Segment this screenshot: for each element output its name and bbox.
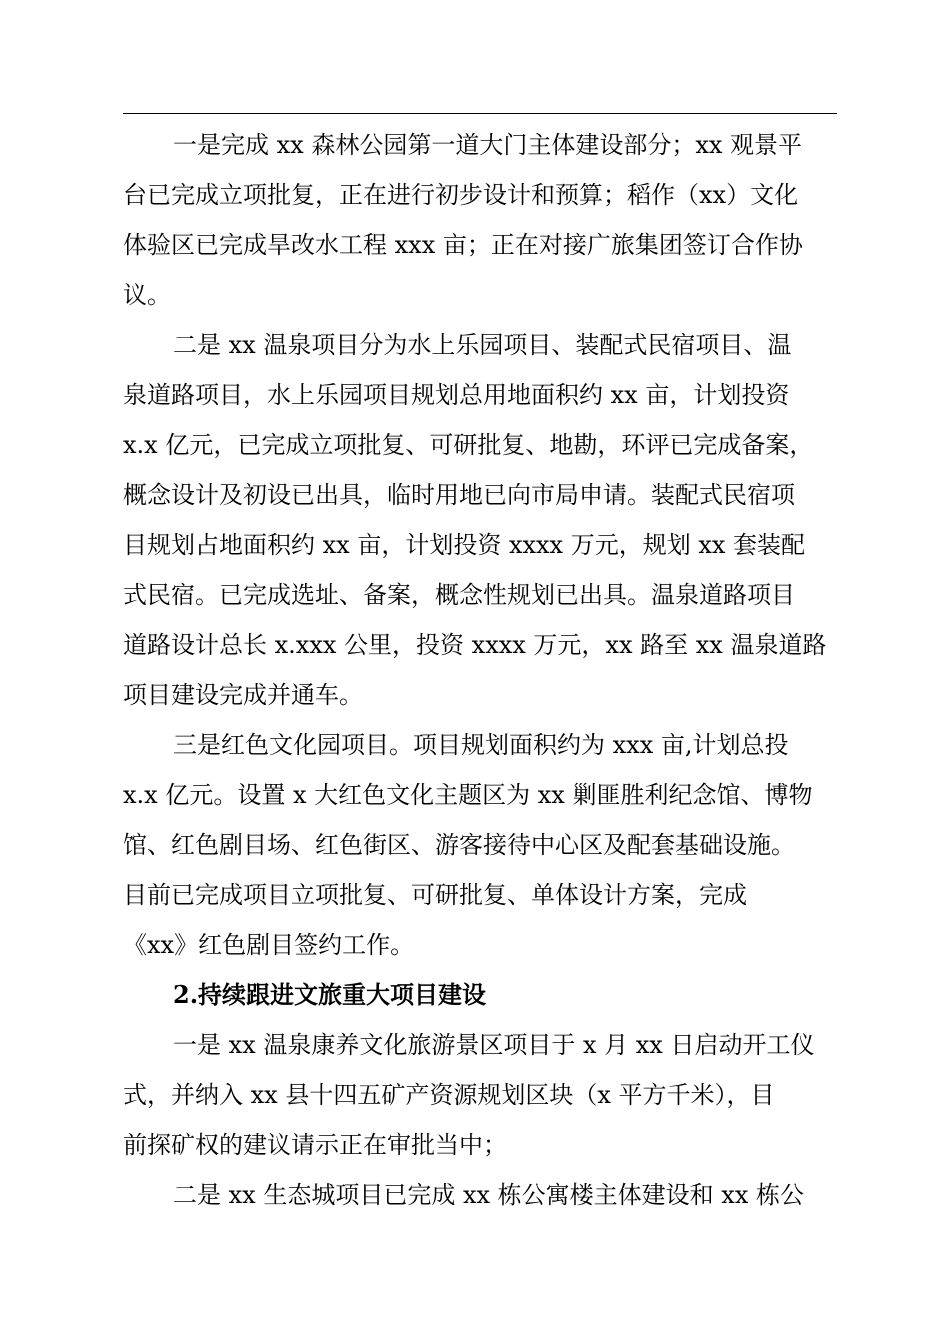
text-line: x.x 亿元，已完成立项批复、可研批复、地勘，环评已完成备案， xyxy=(123,431,814,459)
text-line: 馆、红色剧目场、红色街区、游客接待中心区及配套基础设施。 xyxy=(123,831,795,859)
text-line: 二是 xx 生态城项目已完成 xx 栋公寓楼主体建设和 xx 栋公 xyxy=(173,1181,804,1209)
text-line: 概念设计及初设已出具，临时用地已向市局申请。装配式民宿项 xyxy=(123,481,795,509)
text-line: 道路设计总长 x.xxx 公里，投资 xxxx 万元，xx 路至 xx 温泉道路 xyxy=(123,631,827,659)
document-body xyxy=(123,120,853,1220)
text-line: 前探矿权的建议请示正在审批当中； xyxy=(123,1131,507,1159)
text-line: 式，并纳入 xx 县十四五矿产资源规划区块（x 平方千米），目 xyxy=(123,1081,775,1109)
text-line: 一是 xx 温泉康养文化旅游景区项目于 x 月 xx 日启动开工仪 xyxy=(173,1031,815,1059)
text-line: 体验区已完成旱改水工程 xxx 亩；正在对接广旅集团签订合作协 xyxy=(123,231,803,259)
text-line: 二是 xx 温泉项目分为水上乐园项目、装配式民宿项目、温 xyxy=(173,331,792,359)
text-line: x.x 亿元。设置 x 大红色文化主题区为 xx 剿匪胜利纪念馆、博物 xyxy=(123,781,813,809)
text-line: 三是红色文化园项目。项目规划面积约为 xxx 亩,计划总投 xyxy=(173,731,789,759)
text-line: 议。 xyxy=(123,281,171,309)
text-line: 目前已完成项目立项批复、可研批复、单体设计方案，完成 xyxy=(123,881,747,909)
text-line: 项目建设完成并通车。 xyxy=(123,681,363,709)
header-rule xyxy=(123,113,837,114)
text-line: 《xx》红色剧目签约工作。 xyxy=(123,931,415,959)
text-line: 台已完成立项批复，正在进行初步设计和预算；稻作（xx）文化 xyxy=(123,181,799,209)
text-line: 一是完成 xx 森林公园第一道大门主体建设部分；xx 观景平 xyxy=(173,131,803,159)
section-heading: 2.持续跟进文旅重大项目建设 xyxy=(173,980,487,1009)
text-line: 泉道路项目，水上乐园项目规划总用地面积约 xx 亩，计划投资 xyxy=(123,381,790,409)
text-line: 式民宿。已完成选址、备案，概念性规划已出具。温泉道路项目 xyxy=(123,581,795,609)
text-line: 目规划占地面积约 xx 亩，计划投资 xxxx 万元，规划 xx 套装配 xyxy=(123,531,806,559)
